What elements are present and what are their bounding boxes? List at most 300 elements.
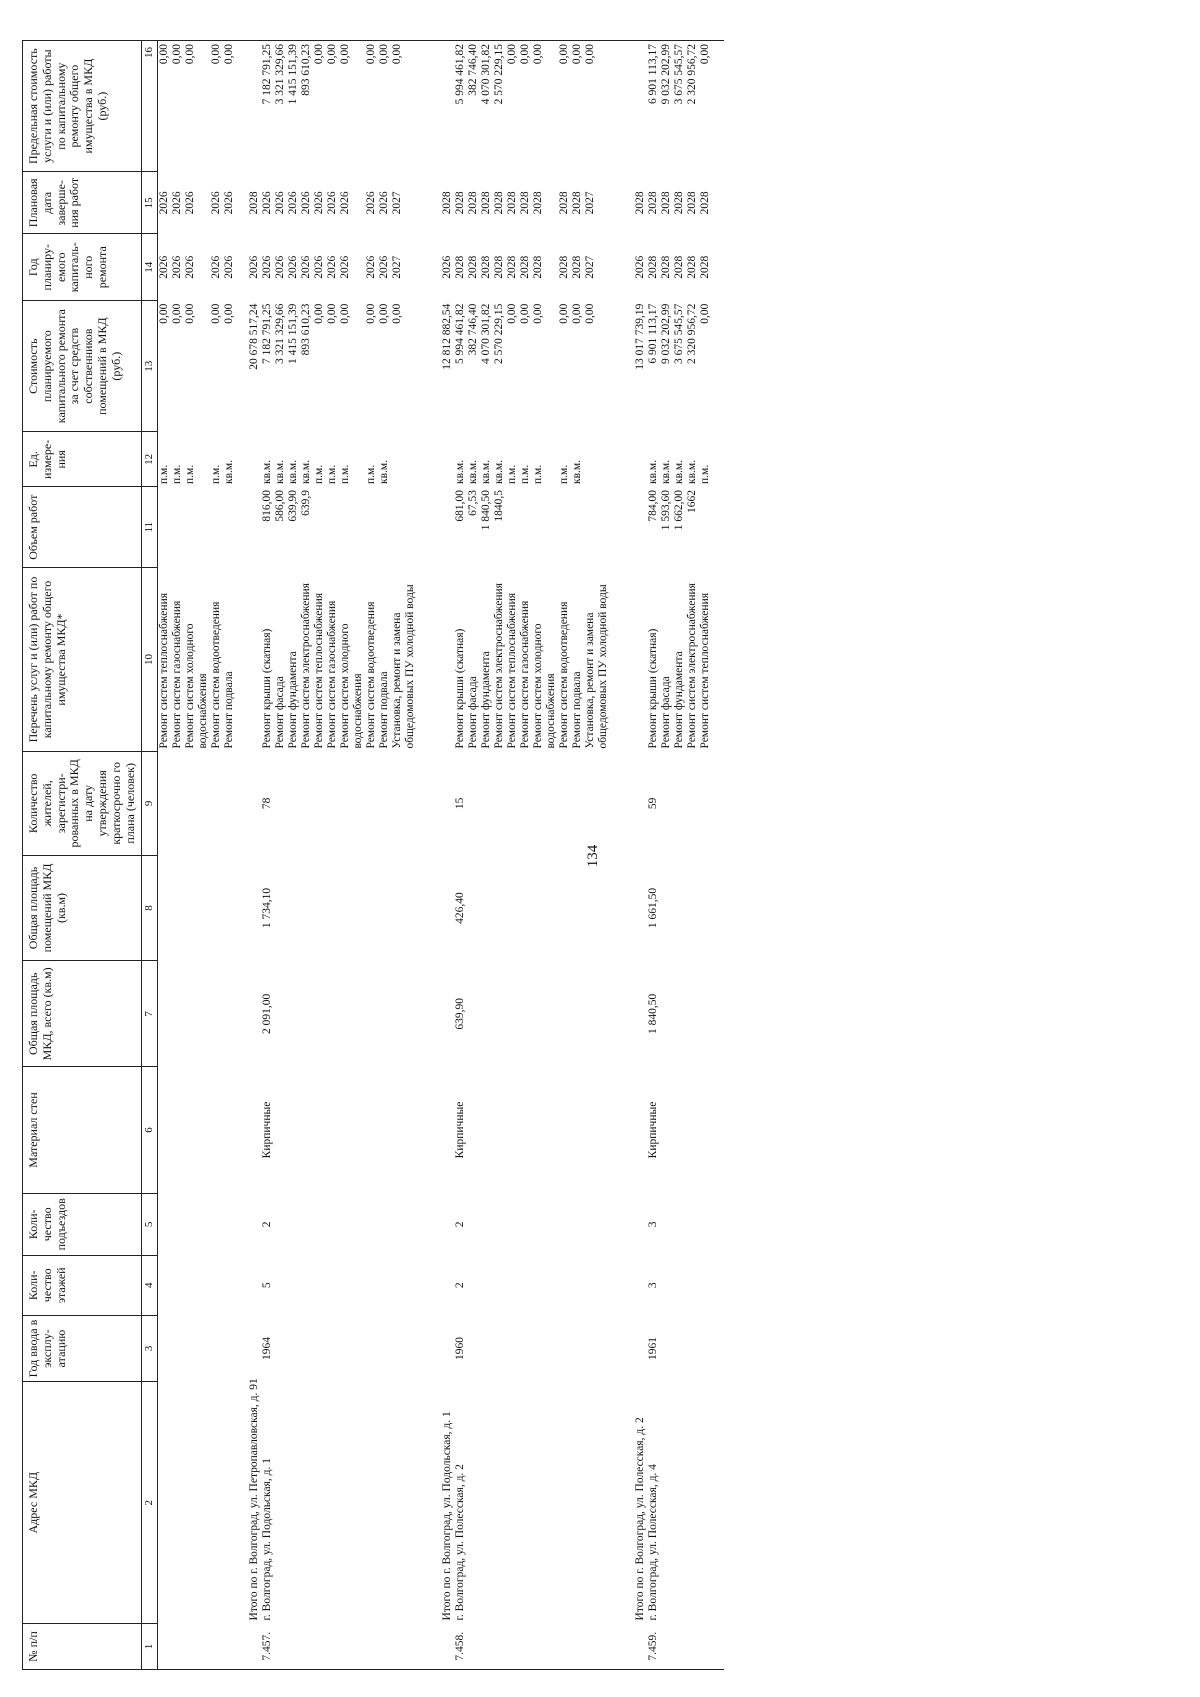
table-header [23, 41, 158, 1670]
empty-cell [210, 1067, 223, 1194]
total-cost: 12 812 882,54 [441, 303, 454, 370]
empty-cell [622, 855, 634, 961]
building-row [454, 41, 467, 1670]
empty-cell [417, 41, 429, 172]
empty-cell [417, 234, 429, 301]
work-limit-cost: 0,00 [584, 41, 610, 172]
empty-cell [493, 1623, 506, 1669]
year-built: 1961 [647, 1337, 660, 1361]
work-cost: 0,00 [339, 303, 352, 324]
empty-cell [467, 1193, 480, 1255]
empty-cell [248, 961, 261, 1067]
empty-cell [210, 1193, 223, 1255]
empty-cell [223, 1067, 236, 1194]
empty-cell [610, 567, 622, 751]
work-unit: п.м. [365, 464, 378, 484]
work-end-date: 2026 [339, 191, 352, 215]
spacer-row [236, 41, 248, 1670]
empty-cell [622, 487, 634, 568]
empty-cell [417, 1315, 429, 1382]
work-row [571, 41, 584, 1670]
empty-cell [158, 1315, 172, 1382]
work-row [300, 41, 313, 1670]
work-year: 2027 [584, 255, 597, 279]
work-cost: 0,00 [584, 303, 597, 324]
column-number-8: 8 [142, 855, 158, 961]
empty-cell [660, 1623, 673, 1669]
empty-cell [248, 567, 261, 751]
empty-cell [184, 1255, 210, 1315]
work-end-date: 2028 [647, 191, 660, 215]
empty-cell [584, 1255, 610, 1315]
work-unit: п.м. [532, 464, 545, 484]
empty-cell [532, 1193, 558, 1255]
work-name: Ремонт систем холодного водоснабжения [184, 623, 210, 749]
empty-cell [171, 1193, 184, 1255]
work-volume [158, 487, 172, 568]
empty-cell [236, 855, 248, 961]
work-limit-cost: 3 675 545,57 [673, 41, 686, 172]
empty-cell [660, 1193, 673, 1255]
work-end-date: 2026 [300, 191, 313, 215]
empty-cell [441, 1623, 454, 1669]
empty-cell [480, 1315, 493, 1382]
work-limit-cost: 0,00 [532, 41, 558, 172]
empty-cell [686, 1382, 699, 1624]
year-built: 1964 [261, 1337, 274, 1361]
empty-cell [236, 487, 248, 568]
empty-cell [429, 961, 441, 1067]
empty-cell [223, 855, 236, 961]
empty-cell [417, 567, 429, 751]
empty-cell [158, 1067, 172, 1194]
empty-cell [287, 1193, 300, 1255]
work-cost: 0,00 [210, 303, 223, 324]
residents-count: 15 [454, 797, 467, 810]
work-name: Ремонт фундамента [287, 651, 300, 749]
total-year: 2026 [248, 255, 261, 279]
empty-cell [429, 432, 441, 487]
empty-cell [378, 1193, 391, 1255]
empty-cell [417, 961, 429, 1067]
empty-cell [248, 1255, 261, 1315]
work-year: 2028 [467, 255, 480, 279]
work-name: Ремонт систем водоотведения [365, 601, 378, 749]
work-unit: кв.м. [378, 459, 391, 484]
empty-cell [467, 961, 480, 1067]
empty-cell [274, 1193, 287, 1255]
empty-cell [236, 1067, 248, 1194]
empty-cell [532, 961, 558, 1067]
work-end-date: 2028 [506, 191, 519, 215]
work-end-date: 2026 [326, 191, 339, 215]
work-volume: 816,00 [261, 489, 274, 522]
work-unit: кв.м. [480, 459, 493, 484]
empty-cell [223, 1255, 236, 1315]
empty-cell [558, 1193, 571, 1255]
empty-cell [634, 752, 647, 856]
empty-cell [519, 752, 532, 856]
area-rooms: 426,40 [454, 892, 467, 924]
work-volume [171, 487, 184, 568]
area-total: 639,90 [454, 998, 467, 1030]
work-unit: кв.м. [454, 459, 467, 484]
empty-cell [699, 1255, 712, 1315]
empty-cell [493, 1255, 506, 1315]
work-end-date: 2026 [365, 191, 378, 215]
area-total: 1 840,50 [647, 993, 660, 1034]
empty-cell [236, 567, 248, 751]
empty-cell [441, 1255, 454, 1315]
total-label: Итого по г. Волгоград, ул. Петропавловская, д. 91 [248, 1378, 261, 1621]
empty-cell [158, 752, 172, 856]
total-end-date: 2028 [441, 191, 454, 215]
empty-cell [634, 961, 647, 1067]
work-unit: кв.м. [274, 459, 287, 484]
empty-cell [610, 234, 622, 301]
work-cost: 9 032 202,99 [660, 303, 673, 364]
empty-cell [558, 752, 571, 856]
work-volume: 1 662,00 [673, 489, 686, 531]
work-name: Установка, ремонт и замена общедомовых ПУ холодной воды [584, 584, 610, 749]
column-header-11: Объем работ [23, 487, 142, 568]
empty-cell [519, 1067, 532, 1194]
empty-cell [171, 1623, 184, 1669]
empty-cell [634, 1067, 647, 1194]
work-name: Ремонт систем электроснабжения [300, 583, 313, 749]
empty-cell [441, 752, 454, 856]
empty-cell [712, 1067, 724, 1194]
work-year: 2026 [223, 255, 236, 279]
empty-cell [686, 1255, 699, 1315]
work-name: Ремонт систем электроснабжения [493, 583, 506, 749]
work-cost: 382 746,40 [467, 303, 480, 356]
empty-cell [622, 1193, 634, 1255]
work-unit: кв.м. [571, 459, 584, 484]
work-name: Ремонт систем теплоснабжения [158, 592, 171, 749]
empty-cell [622, 752, 634, 856]
empty-cell [429, 1623, 441, 1669]
work-row [391, 41, 417, 1670]
empty-cell [584, 752, 610, 856]
empty-cell [584, 1623, 610, 1669]
work-year: 2028 [686, 255, 699, 279]
floors-count: 5 [261, 1282, 274, 1289]
empty-cell [584, 1315, 610, 1382]
work-limit-cost: 0,00 [519, 41, 532, 172]
empty-cell [634, 567, 647, 751]
empty-cell [480, 1623, 493, 1669]
empty-cell [236, 301, 248, 432]
total-end-date: 2028 [634, 191, 647, 215]
work-unit: кв.м. [300, 459, 313, 484]
column-header-8: Общая площадь помещений МКД (кв.м) [23, 855, 142, 961]
work-year: 2026 [300, 255, 313, 279]
empty-cell [378, 1315, 391, 1382]
work-year: 2028 [660, 255, 673, 279]
empty-cell [634, 1193, 647, 1255]
empty-cell [171, 961, 184, 1067]
work-year: 2026 [261, 255, 274, 279]
work-cost: 6 901 113,17 [647, 303, 660, 364]
empty-cell [467, 1623, 480, 1669]
work-limit-cost: 0,00 [339, 41, 365, 172]
empty-cell [712, 1255, 724, 1315]
empty-cell [417, 855, 429, 961]
empty-cell [429, 172, 441, 234]
work-name: Ремонт систем холодного водоснабжения [339, 623, 365, 749]
empty-cell [429, 1255, 441, 1315]
work-volume: 67,53 [467, 489, 480, 516]
work-cost: 0,00 [506, 303, 519, 324]
work-limit-cost: 0,00 [391, 41, 417, 172]
empty-cell [622, 567, 634, 751]
empty-cell [248, 855, 261, 961]
empty-cell [287, 1315, 300, 1382]
empty-cell [571, 752, 584, 856]
work-unit: п.м. [184, 464, 197, 484]
work-name: Ремонт крыши (скатная) [647, 628, 660, 749]
work-volume [699, 487, 712, 568]
column-number-4: 4 [142, 1255, 158, 1315]
work-end-date: 2028 [493, 191, 506, 215]
empty-cell [660, 1255, 673, 1315]
work-name: Ремонт систем газоснабжения [326, 600, 339, 749]
column-number-16: 16 [142, 41, 158, 172]
empty-cell [210, 1315, 223, 1382]
work-row [287, 41, 300, 1670]
work-volume [584, 487, 610, 568]
work-volume [558, 487, 571, 568]
empty-cell [610, 855, 622, 961]
work-name: Ремонт фасада [660, 676, 673, 749]
work-cost: 0,00 [699, 303, 712, 324]
entrances-count: 2 [454, 1221, 467, 1228]
empty-cell [686, 1315, 699, 1382]
work-unit: п.м. [519, 464, 532, 484]
empty-cell [274, 1315, 287, 1382]
building-number: 7.458. [454, 1623, 467, 1669]
work-cost: 3 321 329,66 [274, 303, 287, 364]
work-year: 2026 [326, 255, 339, 279]
work-cost: 0,00 [391, 303, 404, 324]
empty-cell [339, 1193, 365, 1255]
empty-cell [506, 855, 519, 961]
work-row [378, 41, 391, 1670]
work-cost: 0,00 [519, 303, 532, 324]
empty-cell [622, 41, 634, 172]
empty-cell [519, 1315, 532, 1382]
empty-cell [584, 961, 610, 1067]
area-rooms: 1 661,50 [647, 887, 660, 929]
empty-cell [480, 752, 493, 856]
column-header-4: Коли-чество этажей [23, 1255, 142, 1315]
work-end-date: 2028 [454, 191, 467, 215]
work-year: 2027 [391, 255, 404, 279]
column-header-13: Стоимость планируемого капитального ремонта за счет средств собственников помещений в МКД (руб.) [23, 301, 142, 432]
empty-cell [610, 961, 622, 1067]
empty-cell [558, 1623, 571, 1669]
total-cost: 13 017 739,19 [634, 303, 647, 370]
empty-cell [506, 1067, 519, 1194]
work-unit: п.м. [171, 464, 184, 484]
work-end-date: 2028 [686, 191, 699, 215]
empty-cell [622, 234, 634, 301]
work-cost: 2 570 229,15 [493, 303, 506, 364]
work-year: 2028 [673, 255, 686, 279]
empty-cell [429, 567, 441, 751]
work-cost: 0,00 [378, 303, 391, 324]
empty-cell [441, 1193, 454, 1255]
empty-cell [686, 1067, 699, 1194]
empty-cell [622, 1623, 634, 1669]
work-end-date: 2028 [532, 191, 545, 215]
work-unit: кв.м. [660, 459, 673, 484]
work-unit: п.м. [158, 464, 171, 484]
work-end-date: 2028 [660, 191, 673, 215]
empty-cell [519, 1193, 532, 1255]
work-volume [365, 487, 378, 568]
work-name: Ремонт подвала [571, 671, 584, 749]
empty-cell [391, 1193, 417, 1255]
empty-cell [300, 1067, 313, 1194]
work-year: 2026 [365, 255, 378, 279]
empty-cell [686, 1193, 699, 1255]
work-row [493, 41, 506, 1670]
work-limit-cost: 0,00 [184, 41, 210, 172]
column-number-6: 6 [142, 1067, 158, 1194]
empty-cell [441, 855, 454, 961]
column-number-9: 9 [142, 752, 158, 856]
work-limit-cost: 3 321 329,66 [274, 41, 287, 172]
empty-cell [417, 1255, 429, 1315]
empty-cell [248, 1067, 261, 1194]
work-row [519, 41, 532, 1670]
column-header-14: Год планиру-емого капиталь-ного ремонта [23, 234, 142, 301]
empty-cell [610, 41, 622, 172]
empty-cell [699, 1382, 712, 1624]
column-number-3: 3 [142, 1315, 158, 1382]
total-row [248, 41, 261, 1670]
empty-cell [610, 487, 622, 568]
work-cost: 0,00 [326, 303, 339, 324]
empty-cell [712, 567, 724, 751]
empty-cell [158, 961, 172, 1067]
work-unit: кв.м. [467, 459, 480, 484]
empty-cell [712, 1623, 724, 1669]
total-cost: 20 678 517,24 [248, 303, 261, 370]
empty-cell [326, 1623, 339, 1669]
spacer-row [429, 41, 441, 1670]
empty-cell [339, 752, 365, 856]
empty-cell [313, 1382, 326, 1624]
empty-cell [686, 855, 699, 961]
empty-cell [660, 1067, 673, 1194]
work-limit-cost: 893 610,23 [300, 41, 313, 172]
empty-cell [210, 1623, 223, 1669]
empty-cell [365, 1623, 378, 1669]
empty-cell [673, 1382, 686, 1624]
empty-cell [622, 301, 634, 432]
empty-cell [660, 961, 673, 1067]
work-volume: 1 593,60 [660, 489, 673, 531]
building-address: г. Волгоград, ул. Полесская, д. 4 [647, 1464, 660, 1621]
work-volume: 1840,5 [493, 489, 506, 522]
empty-cell [158, 1255, 172, 1315]
work-year: 2028 [571, 255, 584, 279]
work-name: Ремонт подвала [223, 671, 236, 749]
area-rooms: 1 734,10 [261, 887, 274, 929]
empty-cell [223, 752, 236, 856]
empty-cell [429, 487, 441, 568]
entrances-count: 2 [261, 1221, 274, 1228]
empty-cell [699, 1067, 712, 1194]
work-end-date: 2026 [223, 191, 236, 215]
work-volume: 1 840,50 [480, 489, 493, 531]
work-end-date: 2026 [171, 191, 184, 215]
empty-cell [558, 961, 571, 1067]
empty-cell [610, 1193, 622, 1255]
empty-cell [610, 172, 622, 234]
column-header-1: № п/п [23, 1623, 142, 1669]
entrances-count: 3 [647, 1221, 660, 1228]
empty-cell [184, 1623, 210, 1669]
column-header-6: Материал стен [23, 1067, 142, 1194]
building-address: г. Волгоград, ул. Подольская, д. 1 [261, 1458, 274, 1621]
work-name: Ремонт систем теплоснабжения [313, 592, 326, 749]
empty-cell [339, 1067, 365, 1194]
empty-cell [429, 1382, 441, 1624]
empty-cell [365, 1255, 378, 1315]
empty-cell [480, 1067, 493, 1194]
work-row [532, 41, 558, 1670]
empty-cell [391, 1382, 417, 1624]
empty-cell [378, 1255, 391, 1315]
empty-cell [532, 1255, 558, 1315]
work-volume [210, 487, 223, 568]
empty-cell [532, 1315, 558, 1382]
empty-cell [686, 752, 699, 856]
work-unit: кв.м. [223, 459, 236, 484]
work-unit: п.м. [506, 464, 519, 484]
empty-cell [300, 855, 313, 961]
empty-cell [210, 752, 223, 856]
empty-cell [673, 1193, 686, 1255]
empty-cell [223, 961, 236, 1067]
empty-cell [429, 1067, 441, 1194]
empty-cell [287, 961, 300, 1067]
empty-cell [378, 1067, 391, 1194]
empty-cell [236, 752, 248, 856]
work-limit-cost: 2 320 956,72 [686, 41, 699, 172]
empty-cell [712, 1193, 724, 1255]
empty-cell [712, 301, 724, 432]
empty-cell [480, 961, 493, 1067]
empty-cell [686, 1623, 699, 1669]
work-unit: п.м. [313, 464, 326, 484]
work-year: 2028 [506, 255, 519, 279]
empty-cell [699, 1193, 712, 1255]
total-year: 2026 [441, 255, 454, 279]
work-volume [184, 487, 210, 568]
work-year: 2026 [339, 255, 352, 279]
year-built: 1960 [454, 1337, 467, 1361]
empty-cell [634, 1623, 647, 1669]
empty-cell [391, 1315, 417, 1382]
column-number-1: 1 [142, 1623, 158, 1669]
column-number-10: 10 [142, 567, 158, 751]
work-name: Установка, ремонт и замена общедомовых ПУ холодной воды [391, 584, 417, 749]
